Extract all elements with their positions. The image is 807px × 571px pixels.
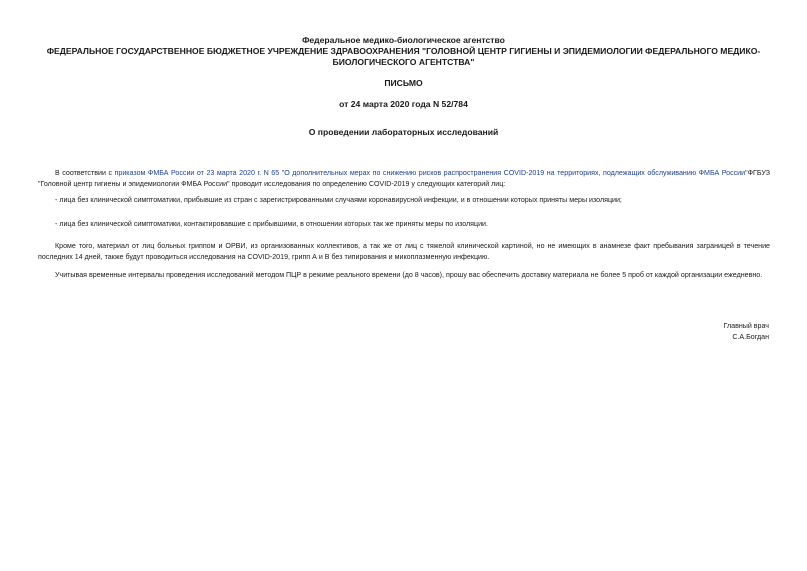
signatory-name: С.А.Богдан [732, 333, 769, 341]
signatory-position: Главный врач [723, 322, 769, 330]
paragraph-2: - лица без клинической симптоматики, прибывшие из стран с зарегистрированными случаями коронавирусной инфекции, и в отношении которых приняты меры изоляции; [55, 196, 622, 204]
paragraph-1 [38, 168, 770, 190]
paragraph-3: - лица без клинической симптоматики, контактировавшие с прибывшими, в отношении которых так же приняты меры по изоляции. [55, 220, 488, 228]
signature-block [724, 321, 769, 343]
agency-name: Федеральное медико-биологическое агентство [302, 35, 505, 45]
paragraph-5: Учитывая временные интервалы проведения исследований методом ПЦР в режиме реального времени (до 8 часов), прошу вас обеспечить доставку материала не более 5 проб от каждой организации ежедневно. [55, 271, 763, 279]
document-type: ПИСЬМО [384, 78, 423, 88]
order-reference-link[interactable]: приказом ФМБА России от 23 марта 2020 г. N 65 "О дополнительных мерах по снижению рисков распространения COVID-2019 на территориях, подлежащих обслуживанию ФМБА России" [114, 169, 748, 177]
organization-name: ФЕДЕРАЛЬНОЕ ГОСУДАРСТВЕННОЕ БЮДЖЕТНОЕ УЧРЕЖДЕНИЕ ЗДРАВООХРАНЕНИЯ "ГОЛОВНОЙ ЦЕНТР ГИГИЕНЫ И ЭПИДЕМИОЛОГИИ ФЕДЕРАЛЬНОГО МЕДИКО-БИОЛОГИЧЕСКОГО АГЕНТСТВА" [46, 46, 761, 67]
document-subject: О проведении лабораторных исследований [308, 127, 499, 137]
paragraph-4: Кроме того, материал от лиц больных гриппом и ОРВИ, из организованных коллективов, а так же от лиц с тяжелой клинической картиной, но не имеющих в анамнезе факт пребывания заграницей в течение последних 14 дней, также будут проводиться исследования на COVID-2019, грипп А и В без типирования и микоплазменную инфекцию. [38, 242, 770, 261]
paragraph-1-prefix: В соответствии с [55, 169, 115, 177]
paragraph-1-suffix: ФГБУЗ "Головной центр гигиены и эпидемиологии ФМБА России" проводит исследования по определению COVID-2019 у следующих категорий лиц: [38, 169, 770, 188]
document-date-number: от 24 марта 2020 года N 52/784 [339, 99, 468, 109]
